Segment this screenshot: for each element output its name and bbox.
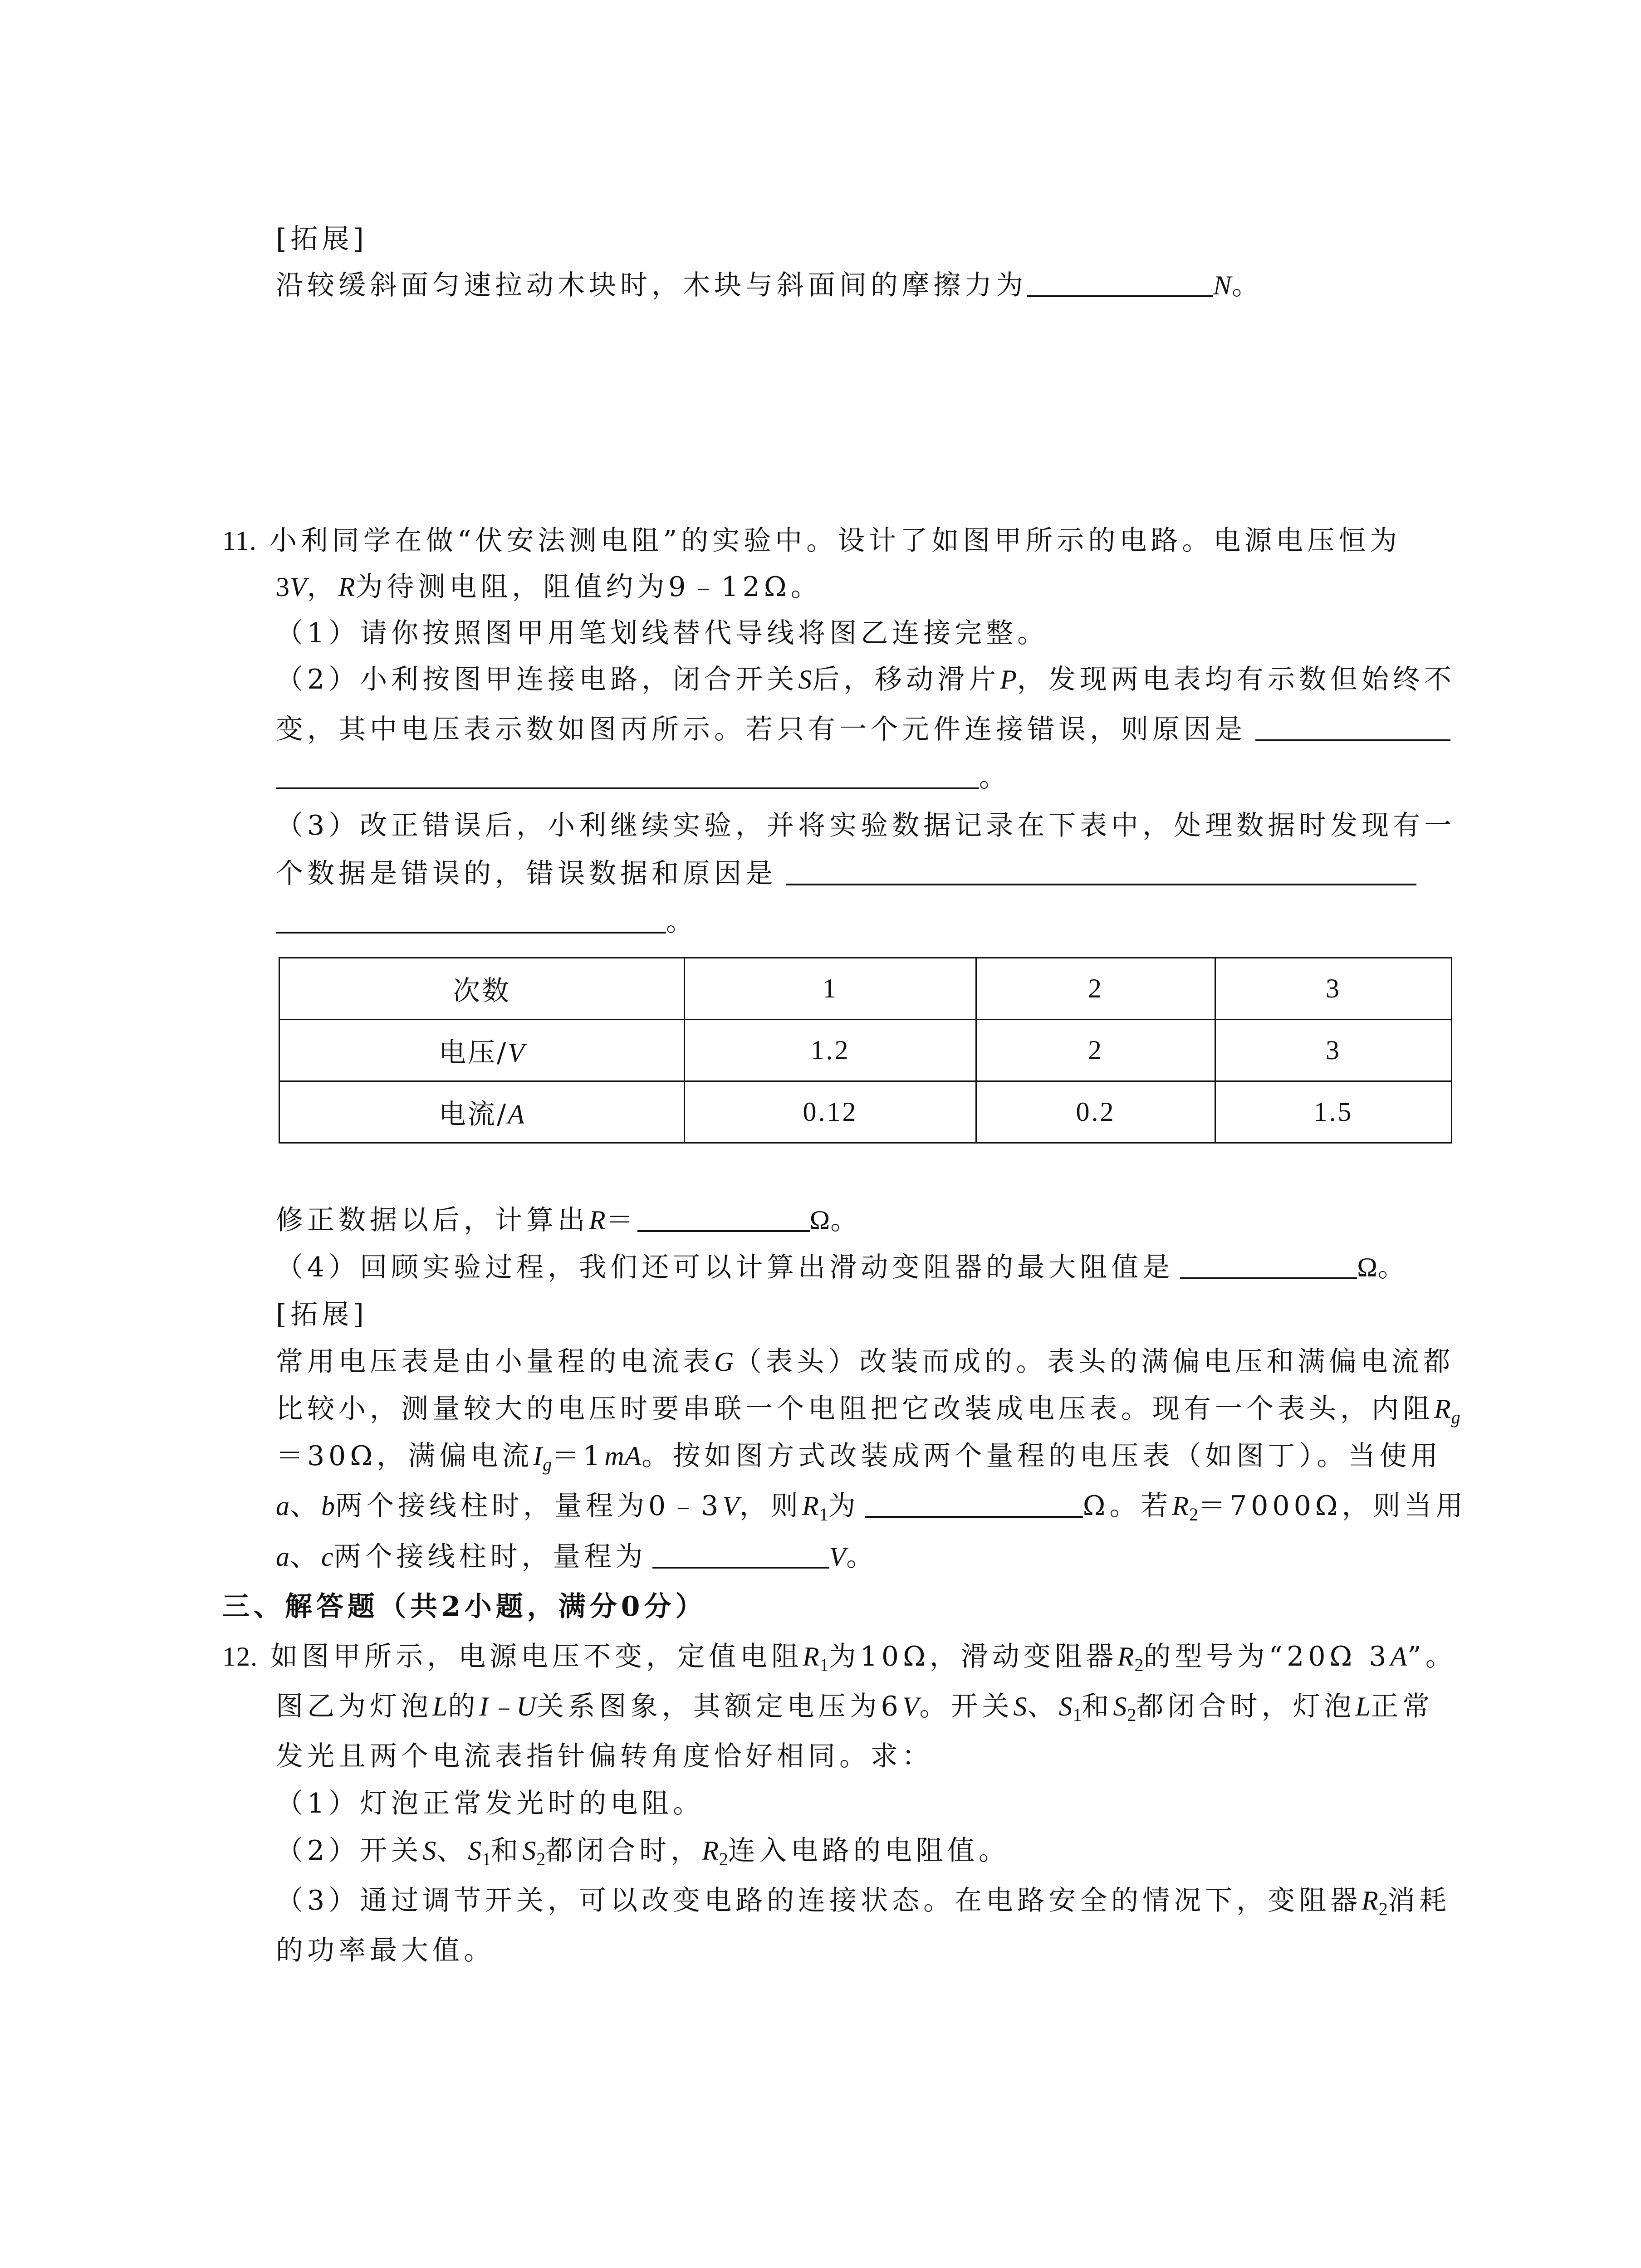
q11-intro-line-1: 11. 小利同学在做“伏安法测电阻”的实验中。设计了如图甲所示的电路。电源电压恒为 <box>222 525 1401 557</box>
table-header-row <box>279 958 1452 1020</box>
q11-extension-line-2: 比较小，测量较大的电压时要串联一个电阻把它改装成电压表。现有一个表头，内阻$R_g$ <box>276 1393 1460 1427</box>
q11-extension-tag: [拓展] <box>276 1299 368 1330</box>
q11-calc-line: 修正数据以后，计算出R＝ Ω。 <box>276 1201 858 1239</box>
answer-blank[interactable] <box>637 1203 810 1232</box>
table-header-cell: 1 <box>685 958 976 1020</box>
answer-blank[interactable] <box>1255 712 1450 741</box>
table-cell: 2 <box>976 1020 1215 1081</box>
table-cell: 1.2 <box>685 1020 976 1081</box>
q11-extension-line-1: 常用电压表是由小量程的电流表G（表头）改装而成的。表头的满偏电压和满偏电流都 <box>276 1346 1455 1378</box>
answer-blank[interactable] <box>865 1489 1083 1518</box>
q11-intro-line-2: 3V，R为待测电阻，阻值约为9﹣12Ω。 <box>276 571 822 603</box>
q12-line-3: 发光且两个电流表指针偏转角度恰好相同。求： <box>276 1740 933 1772</box>
q11-part-2-line-3: 。 <box>276 758 1010 797</box>
q12-part-3-line-2: 的功率最大值。 <box>276 1935 495 1966</box>
answer-blank[interactable] <box>652 1540 829 1569</box>
table-header-cell: 3 <box>1215 958 1452 1020</box>
q11-part-3-line-3: 。 <box>276 903 697 941</box>
table-cell: 3 <box>1215 1020 1452 1081</box>
answer-blank[interactable] <box>786 856 1416 885</box>
q12-line-1: 12. 如图甲所示，电源电压不变，定值电阻$R_1$为10Ω，滑动变阻器$R_2$的型号为“20Ω 3A”。 <box>222 1641 1457 1675</box>
answer-blank[interactable] <box>276 760 979 789</box>
answer-blank[interactable] <box>276 904 666 934</box>
table-row <box>279 1081 1452 1143</box>
q10-extension-tag: [拓展] <box>276 223 368 255</box>
q11-part-3-line-2: 个数据是错误的，错误数据和原因是 <box>276 855 1416 893</box>
q11-extension-line-4: a、b两个接线柱时，量程为0﹣3V，则$R_1$为 Ω。若$R_2=7000\Omega$，则当用 <box>276 1487 1467 1534</box>
q12-line-2: 图乙为灯泡L的I﹣U关系图象，其额定电压为6V。开关S、$S_1$和$S_2$都闭合时，灯泡L正常 <box>276 1691 1434 1725</box>
q11-extension-line-5: a、c两个接线柱时，量程为 V。 <box>276 1538 877 1576</box>
q11-part-2-line-1: （2）小利按图甲连接电路，闭合开关S后，移动滑片P，发现两电表均有示数但始终不 <box>276 664 1455 695</box>
q11-part-2-line-2: 变，其中电压表示数如图丙所示。若只有一个元件连接错误，则原因是 <box>276 710 1450 748</box>
table-row-label: 电流/A <box>279 1081 685 1143</box>
question-number: 12. <box>222 1642 258 1672</box>
table-row <box>279 1020 1452 1081</box>
table-cell: 1.5 <box>1215 1081 1452 1143</box>
q11-part-1: （1）请你按照图甲用笔划线替代导线将图乙连接完整。 <box>276 617 1049 649</box>
q12-part-1: （1）灯泡正常发光时的电阻。 <box>276 1788 705 1819</box>
q11-extension-line-3: ＝30Ω，满偏电流$I_g=1mA$。按如图方式改装成两个量程的电压表（如图丁）。当使用 <box>276 1440 1442 1475</box>
question-number: 11. <box>222 526 257 556</box>
table-row-label: 电压/V <box>279 1020 685 1081</box>
table-header-cell: 2 <box>976 958 1215 1020</box>
q12-part-3-line-1: （3）通过调节开关，可以改变电路的连接状态。在电路安全的情况下，变阻器$R_2$消耗 <box>276 1885 1450 1919</box>
data-table <box>279 957 1452 1144</box>
q11-part-4: （4）回顾实验过程，我们还可以计算出滑动变阻器的最大阻值是 Ω。 <box>276 1248 1406 1286</box>
q10-extension-question: 沿较缓斜面匀速拉动木块时，木块与斜面间的摩擦力为 N。 <box>276 266 1263 304</box>
answer-blank[interactable] <box>1027 268 1213 297</box>
q11-part-3-line-1: （3）改正错误后，小利继续实验，并将实验数据记录在下表中，处理数据时发现有一 <box>276 810 1456 841</box>
section-heading: 三、解答题（共2小题，满分0分） <box>222 1591 707 1623</box>
answer-blank[interactable] <box>1180 1250 1357 1279</box>
table-header-cell: 次数 <box>279 958 685 1020</box>
table-cell: 0.2 <box>976 1081 1215 1143</box>
q12-part-2: （2）开关S、$S_1$和$S_2$都闭合时，$R_2$连入电路的电阻值。 <box>276 1835 1010 1869</box>
table-cell: 0.12 <box>685 1081 976 1143</box>
